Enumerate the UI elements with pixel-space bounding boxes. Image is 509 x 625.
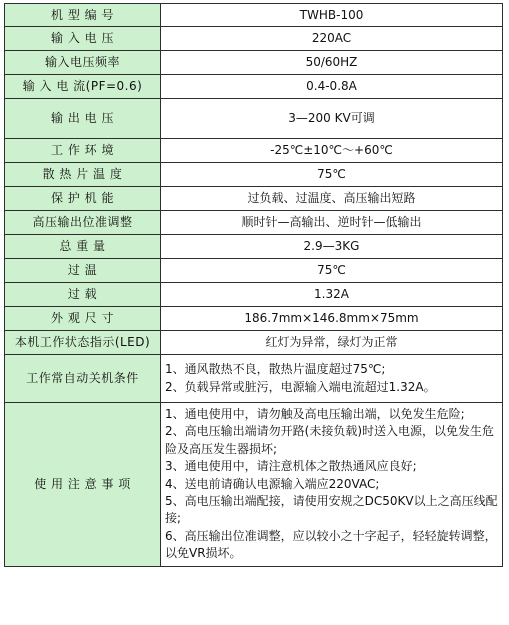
table-row bbox=[5, 75, 503, 99]
auto-shutdown-label: 工作常自动关机条件 bbox=[5, 355, 161, 403]
table-row bbox=[5, 187, 503, 211]
list-item: 2、高电压输出端请勿开路(未接负载)时送入电源，以免发生危险及高压发生器损坏; bbox=[165, 424, 495, 456]
row-value: 过负载、过温度、高压输出短路 bbox=[161, 187, 503, 211]
table-row bbox=[5, 307, 503, 331]
row-label: 机 型 编 号 bbox=[5, 4, 161, 27]
list-item: 6、高压输出位准调整，应以较小之十字起子，轻轻旋转调整，以免VR损坏。 bbox=[165, 528, 497, 561]
row-value: 220AC bbox=[161, 27, 503, 51]
row-value: 0.4-0.8A bbox=[161, 75, 503, 99]
row-value: 186.7mm×146.8mm×75mm bbox=[161, 307, 503, 331]
row-value: 顺时针—高输出、逆时针—低输出 bbox=[161, 211, 503, 235]
table-row bbox=[5, 235, 503, 259]
usage-notes-label: 使 用 注 意 事 项 bbox=[5, 403, 161, 567]
table-row bbox=[5, 27, 503, 51]
row-value: TWHB-100 bbox=[161, 4, 503, 27]
table-row bbox=[5, 403, 503, 567]
list-item: 4、送电前请确认电源输入端应220VAC; bbox=[165, 476, 380, 491]
row-label: 输入电压频率 bbox=[5, 51, 161, 75]
row-value: 2.9—3KG bbox=[161, 235, 503, 259]
row-value: 75℃ bbox=[161, 259, 503, 283]
table-row bbox=[5, 211, 503, 235]
row-label: 高压输出位准调整 bbox=[5, 211, 161, 235]
list-item: 1、通风散热不良，散热片温度超过75℃; bbox=[165, 362, 386, 377]
row-label: 过 温 bbox=[5, 259, 161, 283]
row-label: 输 入 电 压 bbox=[5, 27, 161, 51]
row-label: 过 载 bbox=[5, 283, 161, 307]
auto-shutdown-conditions bbox=[161, 355, 503, 403]
row-value: 3—200 KV可调 bbox=[161, 99, 503, 139]
table-row bbox=[5, 139, 503, 163]
table-row bbox=[5, 163, 503, 187]
row-value: 红灯为异常，绿灯为正常 bbox=[161, 331, 503, 355]
list-item: 3、通电使用中，请注意机体之散热通风应良好; bbox=[165, 459, 417, 474]
table-row bbox=[5, 99, 503, 139]
list-item: 1、通电使用中，请勿触及高电压输出端，以免发生危险; bbox=[165, 407, 465, 421]
row-label: 本机工作状态指示(LED) bbox=[5, 331, 161, 355]
row-label: 总 重 量 bbox=[5, 235, 161, 259]
row-label: 外 观 尺 寸 bbox=[5, 307, 161, 331]
table-row bbox=[5, 51, 503, 75]
table-row bbox=[5, 259, 503, 283]
row-label: 输 入 电 流(PF=0.6) bbox=[5, 75, 161, 99]
usage-notes bbox=[161, 403, 503, 567]
row-label: 散 热 片 温 度 bbox=[5, 163, 161, 187]
table-row bbox=[5, 355, 503, 403]
spec-table bbox=[4, 3, 503, 567]
row-label: 保 护 机 能 bbox=[5, 187, 161, 211]
table-row bbox=[5, 283, 503, 307]
table-row bbox=[5, 331, 503, 355]
row-label: 工 作 环 境 bbox=[5, 139, 161, 163]
list-item: 5、高电压输出端配接，请使用安规之DC50KV以上之高压线配接; bbox=[165, 493, 498, 526]
table-row bbox=[5, 4, 503, 27]
row-value: -25℃±10℃～+60℃ bbox=[161, 139, 503, 163]
row-label: 输 出 电 压 bbox=[5, 99, 161, 139]
list-item: 2、负载异常或脏污，电源输入端电流超过1.32A。 bbox=[165, 379, 436, 394]
row-value: 1.32A bbox=[161, 283, 503, 307]
row-value: 50/60HZ bbox=[161, 51, 503, 75]
row-value: 75℃ bbox=[161, 163, 503, 187]
